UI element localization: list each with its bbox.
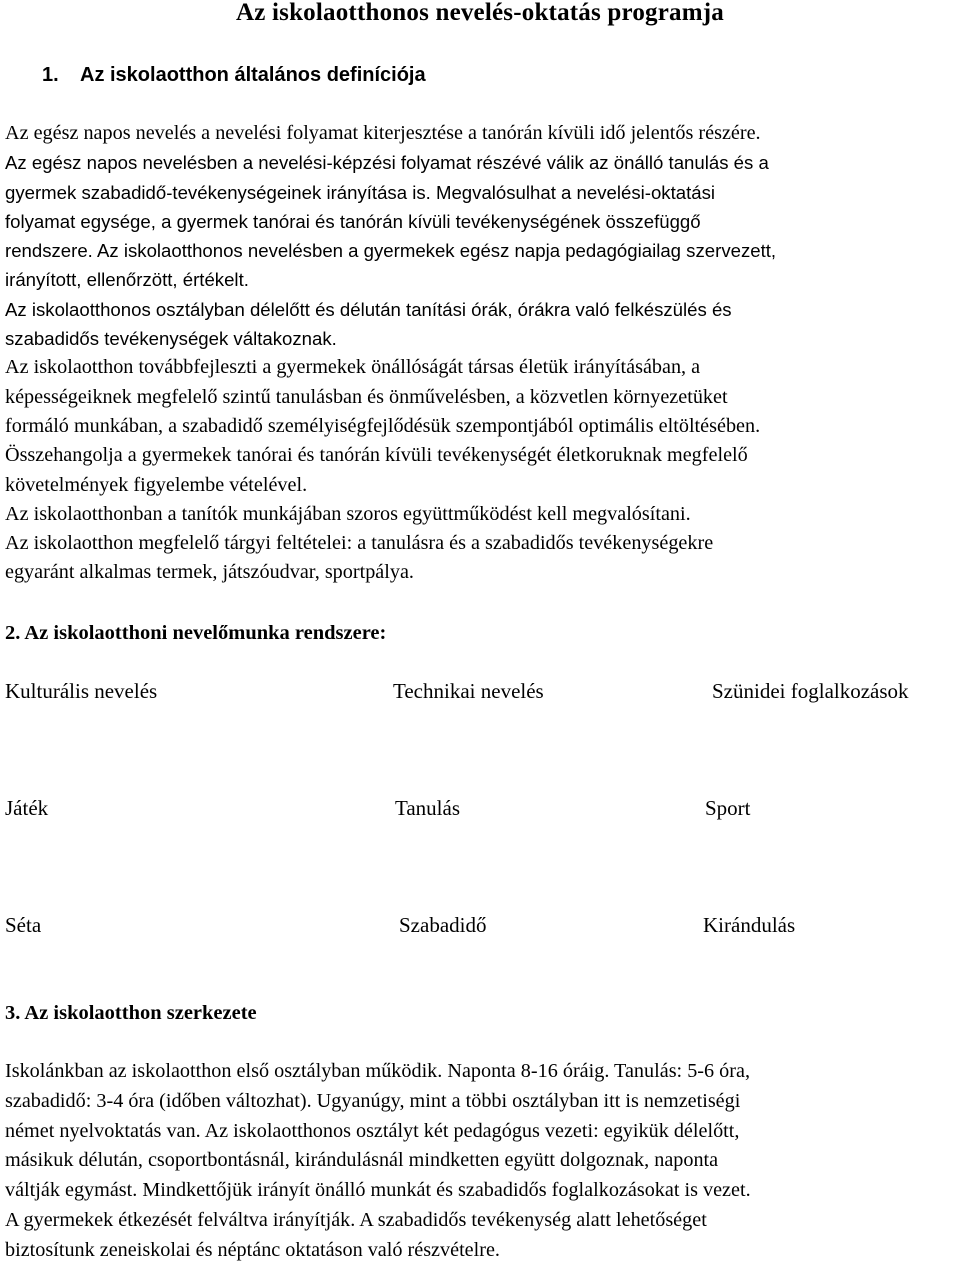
section-2-heading: 2. Az iskolaotthoni nevelőmunka rendszere:: [5, 622, 387, 644]
body-line: szabadidő: 3-4 óra (időben változhat). Ugyanúgy, mint a többi osztályban itt is nemzetiségi: [5, 1089, 741, 1112]
body-line: szabadidős tevékenységek váltakoznak.: [5, 328, 337, 350]
system-item: Kirándulás: [703, 913, 796, 937]
page-title: Az iskolaotthonos nevelés-oktatás programja: [236, 0, 724, 26]
body-line: egyaránt alkalmas termek, játszóudvar, sportpálya.: [5, 561, 414, 584]
system-item: Szabadidő: [399, 913, 487, 937]
body-line: képességeiknek megfelelő szintű tanulásban és önművelésben, a közvetlen környezetüket: [5, 385, 728, 408]
system-item: Séta: [5, 913, 42, 937]
body-line: Az egész napos nevelésben a nevelési-képzési folyamat részévé válik az önálló tanulás és a: [5, 152, 769, 174]
section-1-heading: [42, 60, 426, 90]
body-line: folyamat egysége, a gyermek tanórai és tanórán kívüli tevékenységének összefüggő: [5, 210, 701, 232]
body-line: német nyelvoktatás van. Az iskolaotthonos osztályt két pedagógus vezeti: egyikük délelőtt,: [5, 1119, 740, 1142]
section-1-heading-text: Az iskolaotthon általános definíciója: [80, 64, 426, 86]
system-item: Kulturális nevelés: [5, 679, 158, 703]
body-line: biztosítunk zeneiskolai és néptánc oktatáson való részvételre.: [5, 1238, 500, 1261]
body-line: követelmények figyelembe vételével.: [5, 473, 308, 496]
section-1-body: [5, 119, 960, 588]
body-line: Az iskolaotthonban a tanítók munkájában szoros együttműködést kell megvalósítani.: [5, 502, 691, 525]
section-3-heading: 3. Az iskolaotthon szerkezete: [5, 1002, 257, 1024]
system-item: Technikai nevelés: [393, 679, 544, 703]
body-line: váltják egymást. Mindkettőjük irányít önálló munkát és szabadidős foglalkozásokat is vezet.: [5, 1179, 751, 1202]
system-item: Tanulás: [395, 796, 461, 820]
body-line: Az iskolaotthon továbbfejleszti a gyermekek önállóságát társas életük irányításában, a: [5, 356, 701, 379]
system-item: Játék: [5, 796, 49, 820]
body-line: rendszere. Az iskolaotthonos nevelésben a gyermekek egész napja pedagógiailag szervezett,: [5, 240, 777, 262]
system-item: Sport: [705, 796, 751, 820]
body-line: irányított, ellenőrzött, értékelt.: [5, 269, 249, 291]
body-line: másikuk délután, csoportbontásnál, kirándulásnál mindketten együtt dolgoznak, naponta: [5, 1149, 719, 1172]
body-line: Összehangolja a gyermekek tanórai és tanórán kívüli tevékenységét életkoruknak megfelelő: [5, 444, 748, 467]
body-line: gyermek szabadidő-tevékenységeinek irányítása is. Megvalósulhat a nevelési-oktatási: [5, 181, 716, 203]
body-line: A gyermekek étkezését felváltva irányítják. A szabadidős tevékenység alatt lehetőséget: [5, 1208, 707, 1231]
body-line: Az iskolaotthonos osztályban délelőtt és délután tanítási órák, órákra való felkészülés és: [5, 298, 732, 320]
body-line: Az iskolaotthon megfelelő tárgyi feltételei: a tanulásra és a szabadidős tevékenységekre: [5, 532, 714, 555]
body-line: Az egész napos nevelés a nevelési folyamat kiterjesztése a tanórán kívüli idő jelentős részére.: [5, 122, 761, 144]
body-line: formáló munkában, a szabadidő személyiségfejlődésük szempontjából optimális eltöltésében.: [5, 414, 761, 437]
body-line: Iskolánkban az iskolaotthon első osztályban működik. Naponta 8-16 óráig. Tanulás: 5-6 óra,: [5, 1060, 750, 1082]
section-1-number: 1.: [42, 64, 59, 86]
section-3-body: [5, 1057, 960, 1266]
system-item: Szünidei foglalkozások: [712, 679, 909, 703]
